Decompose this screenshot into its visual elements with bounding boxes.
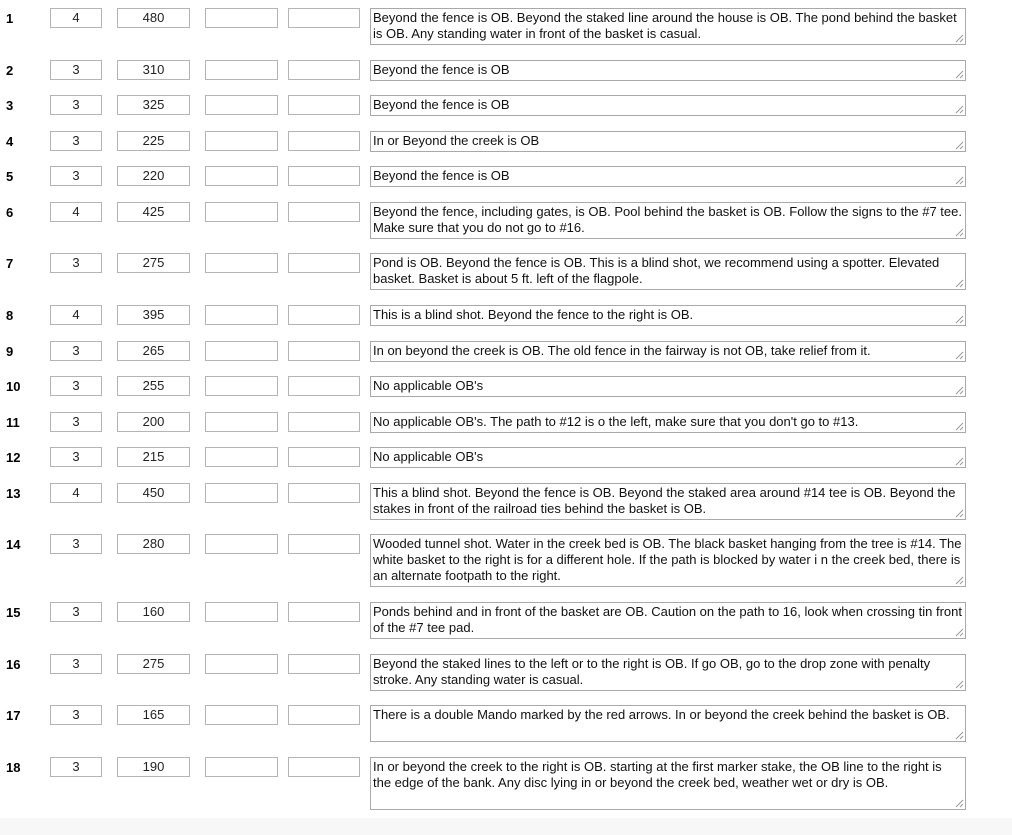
extra-input-1[interactable]	[205, 654, 278, 674]
distance-input[interactable]: 225	[117, 131, 190, 151]
resize-grip-icon[interactable]	[955, 70, 964, 79]
extra-input-1[interactable]	[205, 253, 278, 273]
extra-input-2[interactable]	[288, 253, 360, 273]
hole-notes-text: Beyond the fence is OB	[373, 62, 510, 77]
hole-number: 9	[6, 344, 14, 359]
extra-input-1[interactable]	[205, 305, 278, 325]
distance-input[interactable]: 200	[117, 412, 190, 432]
distance-input[interactable]: 325	[117, 95, 190, 115]
hole-number: 8	[6, 308, 14, 323]
par-input[interactable]: 3	[50, 757, 102, 777]
hole-number: 3	[6, 98, 14, 113]
distance-input[interactable]: 190	[117, 757, 190, 777]
hole-notes-text: This a blind shot. Beyond the fence is OB. Beyond the staked area around #14 tee is OB. Beyond the stakes in front of the railroad ties behind the basket is OB.	[373, 485, 956, 516]
par-input[interactable]: 4	[50, 483, 102, 503]
hole-notes-textarea[interactable]	[370, 253, 966, 290]
par-input[interactable]: 3	[50, 166, 102, 186]
hole-notes-text: Beyond the fence is OB	[373, 97, 510, 112]
hole-number: 2	[6, 63, 14, 78]
distance-input[interactable]: 255	[117, 376, 190, 396]
hole-notes-textarea[interactable]	[370, 602, 966, 639]
resize-grip-icon[interactable]	[955, 386, 964, 395]
extra-input-2[interactable]	[288, 131, 360, 151]
resize-grip-icon[interactable]	[955, 576, 964, 585]
par-input[interactable]: 3	[50, 376, 102, 396]
par-input[interactable]: 3	[50, 341, 102, 361]
extra-input-2[interactable]	[288, 483, 360, 503]
extra-input-2[interactable]	[288, 447, 360, 467]
hole-notes-textarea[interactable]	[370, 166, 966, 187]
par-input[interactable]: 3	[50, 95, 102, 115]
hole-number: 12	[6, 450, 21, 465]
hole-notes-text: Beyond the fence is OB	[373, 168, 510, 183]
hole-notes-text: No applicable OB's	[373, 378, 484, 393]
extra-input-1[interactable]	[205, 483, 278, 503]
extra-input-2[interactable]	[288, 95, 360, 115]
extra-input-1[interactable]	[205, 705, 278, 725]
hole-notes-textarea[interactable]	[370, 202, 966, 239]
hole-notes-textarea[interactable]	[370, 412, 966, 433]
hole-notes-textarea[interactable]	[370, 341, 966, 362]
resize-grip-icon[interactable]	[955, 141, 964, 150]
hole-number: 16	[6, 657, 21, 672]
extra-input-1[interactable]	[205, 131, 278, 151]
extra-input-2[interactable]	[288, 412, 360, 432]
resize-grip-icon[interactable]	[955, 628, 964, 637]
hole-notes-text: This is a blind shot. Beyond the fence to the right is OB.	[373, 307, 694, 322]
par-input[interactable]: 3	[50, 253, 102, 273]
par-input[interactable]: 3	[50, 602, 102, 622]
hole-notes-text: No applicable OB's	[373, 449, 484, 464]
par-input[interactable]: 4	[50, 8, 102, 28]
extra-input-1[interactable]	[205, 8, 278, 28]
page-footer-band	[0, 818, 1012, 835]
hole-notes-text: There is a double Mando marked by the red arrows. In or beyond the creek behind the basket is OB.	[373, 707, 950, 722]
hole-notes-textarea[interactable]	[370, 534, 966, 587]
extra-input-2[interactable]	[288, 757, 360, 777]
extra-input-1[interactable]	[205, 60, 278, 80]
resize-grip-icon[interactable]	[955, 34, 964, 43]
distance-input[interactable]: 220	[117, 166, 190, 186]
resize-grip-icon[interactable]	[955, 457, 964, 466]
hole-notes-text: In or Beyond the creek is OB	[373, 133, 540, 148]
hole-notes-textarea[interactable]	[370, 131, 966, 152]
par-input[interactable]: 3	[50, 60, 102, 80]
resize-grip-icon[interactable]	[955, 279, 964, 288]
distance-input[interactable]: 310	[117, 60, 190, 80]
resize-grip-icon[interactable]	[955, 105, 964, 114]
hole-notes-textarea[interactable]	[370, 654, 966, 691]
extra-input-2[interactable]	[288, 705, 360, 725]
extra-input-2[interactable]	[288, 60, 360, 80]
hole-number: 18	[6, 760, 21, 775]
par-input[interactable]: 3	[50, 447, 102, 467]
hole-number: 5	[6, 169, 14, 184]
hole-notes-text: In on beyond the creek is OB. The old fence in the fairway is not OB, take relief from it.	[373, 343, 871, 358]
extra-input-2[interactable]	[288, 305, 360, 325]
hole-notes-textarea[interactable]	[370, 60, 966, 81]
extra-input-1[interactable]	[205, 412, 278, 432]
distance-input[interactable]: 265	[117, 341, 190, 361]
extra-input-1[interactable]	[205, 376, 278, 396]
hole-number: 17	[6, 708, 21, 723]
par-input[interactable]: 4	[50, 305, 102, 325]
hole-notes-textarea[interactable]	[370, 757, 966, 810]
extra-input-1[interactable]	[205, 602, 278, 622]
hole-number: 6	[6, 205, 14, 220]
distance-input[interactable]: 160	[117, 602, 190, 622]
extra-input-1[interactable]	[205, 95, 278, 115]
par-input[interactable]: 3	[50, 131, 102, 151]
resize-grip-icon[interactable]	[955, 680, 964, 689]
hole-notes-text: No applicable OB's. The path to #12 is o the left, make sure that you don't go to #13.	[373, 414, 859, 429]
resize-grip-icon[interactable]	[955, 509, 964, 518]
extra-input-2[interactable]	[288, 202, 360, 222]
extra-input-1[interactable]	[205, 166, 278, 186]
par-input[interactable]: 3	[50, 412, 102, 432]
resize-grip-icon[interactable]	[955, 422, 964, 431]
hole-number: 15	[6, 605, 21, 620]
hole-notes-text: Pond is OB. Beyond the fence is OB. This is a blind shot, we recommend using a spotter. Elevated basket. Basket is about 5 ft. left of the flagpole.	[373, 255, 940, 286]
extra-input-1[interactable]	[205, 534, 278, 554]
extra-input-2[interactable]	[288, 8, 360, 28]
extra-input-1[interactable]	[205, 447, 278, 467]
distance-input[interactable]: 395	[117, 305, 190, 325]
extra-input-1[interactable]	[205, 202, 278, 222]
hole-number: 7	[6, 256, 14, 271]
hole-notes-text: In or beyond the creek to the right is OB. starting at the first marker stake, the OB line to the right is the edge of the bank. Any disc lying in or beyond the creek bed, weather wet or dry is OB.	[373, 759, 942, 790]
hole-number: 13	[6, 486, 21, 501]
hole-notes-textarea[interactable]	[370, 305, 966, 326]
distance-input[interactable]: 215	[117, 447, 190, 467]
distance-input[interactable]: 480	[117, 8, 190, 28]
distance-input[interactable]: 425	[117, 202, 190, 222]
distance-input[interactable]: 165	[117, 705, 190, 725]
extra-input-1[interactable]	[205, 757, 278, 777]
hole-notes-text: Ponds behind and in front of the basket are OB. Caution on the path to 16, look when crossing tin front of the #7 tee pad.	[373, 604, 962, 635]
hole-number: 10	[6, 379, 21, 394]
extra-input-1[interactable]	[205, 341, 278, 361]
par-input[interactable]: 3	[50, 654, 102, 674]
par-input[interactable]: 3	[50, 534, 102, 554]
resize-grip-icon[interactable]	[955, 176, 964, 185]
hole-notes-textarea[interactable]	[370, 705, 966, 742]
par-input[interactable]: 4	[50, 202, 102, 222]
distance-input[interactable]: 275	[117, 654, 190, 674]
hole-notes-text: Wooded tunnel shot. Water in the creek bed is OB. The black basket hanging from the tree is #14. The white basket to the right is for a different hole. If the path is blocked by water i n the creek bed, there is an alternate footpath to the right.	[373, 536, 962, 583]
resize-grip-icon[interactable]	[955, 228, 964, 237]
hole-notes-textarea[interactable]	[370, 95, 966, 116]
hole-notes-textarea[interactable]	[370, 483, 966, 520]
resize-grip-icon[interactable]	[955, 731, 964, 740]
extra-input-2[interactable]	[288, 376, 360, 396]
extra-input-2[interactable]	[288, 534, 360, 554]
hole-notes-text: Beyond the fence is OB. Beyond the staked line around the house is OB. The pond behind the basket is OB. Any standing water in front of the basket is casual.	[373, 10, 957, 41]
hole-notes-text: Beyond the fence, including gates, is OB. Pool behind the basket is OB. Follow the signs to the #7 tee. Make sure that you do not go to #16.	[373, 204, 962, 235]
distance-input[interactable]: 275	[117, 253, 190, 273]
hole-notes-textarea[interactable]	[370, 8, 966, 45]
hole-number: 4	[6, 134, 14, 149]
extra-input-2[interactable]	[288, 602, 360, 622]
extra-input-2[interactable]	[288, 166, 360, 186]
hole-number: 11	[6, 415, 20, 430]
distance-input[interactable]: 280	[117, 534, 190, 554]
extra-input-2[interactable]	[288, 654, 360, 674]
hole-notes-textarea[interactable]	[370, 447, 966, 468]
extra-input-2[interactable]	[288, 341, 360, 361]
hole-notes-textarea[interactable]	[370, 376, 966, 397]
resize-grip-icon[interactable]	[955, 315, 964, 324]
hole-number: 1	[6, 11, 14, 26]
hole-notes-text: Beyond the staked lines to the left or to the right is OB. If go OB, go to the drop zone with penalty stroke. Any standing water is casual.	[373, 656, 931, 687]
hole-number: 14	[6, 537, 21, 552]
distance-input[interactable]: 450	[117, 483, 190, 503]
resize-grip-icon[interactable]	[955, 351, 964, 360]
resize-grip-icon[interactable]	[955, 799, 964, 808]
par-input[interactable]: 3	[50, 705, 102, 725]
